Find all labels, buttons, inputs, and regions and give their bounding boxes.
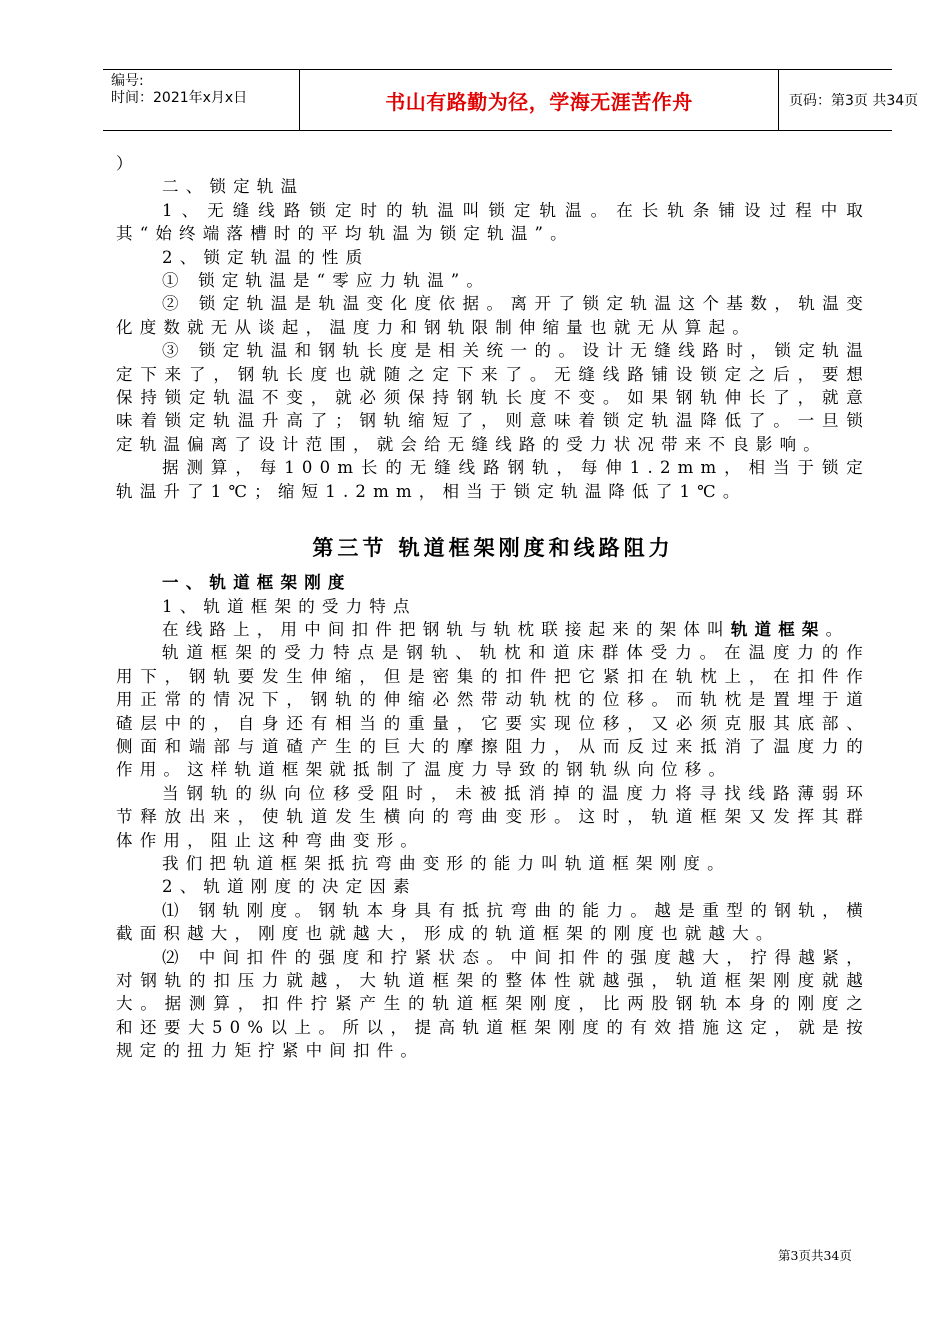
paragraph: ⑴ 钢轨刚度。钢轨本身具有抵抗弯曲的能力。越是重型的钢轨，横截面积越大，刚度也就越大，形成的轨道框架的刚度也就越大。 [116, 900, 870, 944]
paragraph-text: 。 [825, 619, 850, 639]
header-motto: 书山有路勤为径，学海无涯苦作舟 [385, 89, 693, 114]
paragraph: ⑵ 中间扣件的强度和拧紧状态。中间扣件的强度越大，拧得越紧，对钢轨的扣压力就越，大轨道框架的整体性就越强，轨道框架刚度就越大。据测算，扣件拧紧产生的轨道框架刚度，比两股钢轨本身的刚度之和还要大50%以上。所以，提高轨道框架刚度的有效措施这定，就是按规定的扭力矩拧紧中间扣件。 [116, 947, 870, 1061]
section-title: 第三节 轨道框架刚度和线路阻力 [312, 536, 674, 561]
subheading: 2、锁定轨温的性质 [162, 247, 370, 267]
subheading: 二、锁定轨温 [162, 177, 305, 197]
paragraph: 1、无缝线路锁定时的轨温叫锁定轨温。在长轨条铺设过程中取其“始终端落槽时的平均轨温为锁定轨温”。 [116, 200, 870, 244]
section-heading: 一、轨道框架刚度 [162, 573, 352, 593]
paragraph: 轨道框架的受力特点是钢轨、轨枕和道床群体受力。在温度力的作用下，钢轨要发生伸缩，但是密集的扣件把它紧扣在轨枕上，在扣件作用正常的情况下，钢轨的伸缩必然带动轨枕的位移。而轨枕是置埋于道碴层中的，自身还有相当的重量，它要实现位移，又必须克服其底部、侧面和端部与道碴产生的巨大的摩擦阻力，从而反过来抵消了温度力的作用。这样轨道框架就抵制了温度力导致的钢轨纵向位移。 [116, 643, 870, 780]
page-header [103, 69, 919, 131]
paragraph: ② 锁定轨温是轨温变化度依据。离开了锁定轨温这个基数，轨温变化度数就无从谈起，温度力和钢轨限制伸缩量也就无从算起。 [116, 294, 870, 337]
term-bold: 轨道框架 [730, 619, 826, 639]
paragraph: ① 锁定轨温是“零应力轨温”。 [162, 271, 491, 291]
paragraph: 我们把轨道框架抵抗弯曲变形的能力叫轨道框架刚度。 [162, 853, 731, 873]
subheading: 1、轨道框架的受力特点 [162, 596, 417, 616]
header-page-label: 页码：第3页 共34页 [789, 93, 919, 109]
paragraph [116, 618, 870, 641]
paragraph: 据测算，每100m长的无缝线路钢轨，每伸1.2mm，相当于锁定轨温升了1℃；缩短1.2mm，相当于锁定轨温降低了1℃。 [116, 458, 870, 501]
paragraph: 当钢轨的纵向位移受阻时，未被抵消掉的温度力将寻找线路薄弱环节释放出来，使轨道发生横向的弯曲变形。这时，轨道框架又发挥其群体作用，阻止这种弯曲变形。 [116, 783, 870, 850]
number-label: 编号: [111, 73, 144, 89]
page-footer: 第3页共34页 [778, 1248, 852, 1263]
document-body [116, 152, 870, 1063]
paragraph: ） [116, 154, 140, 173]
subheading: 2、轨道刚度的决定因素 [162, 877, 417, 897]
paragraph: ③ 锁定轨温和钢轨长度是相关统一的。设计无缝线路时，锁定轨温定下来了，钢轨长度也就随之定下来了。无缝线路铺设锁定之后，要想保持锁定轨温不变，就必须保持钢轨长度不变。如果钢轨伸长了，就意味着锁定轨温升高了；钢轨缩短了，则意味着锁定轨温降低了。一旦锁定轨温偏离了设计范围，就会给无缝线路的受力状况带来不良影响。 [116, 341, 870, 454]
time-label: 时间：2021年x月x日 [111, 90, 248, 106]
header-info-cell [103, 70, 299, 130]
paragraph-text: 在线路上，用中间扣件把钢轨与轨枕联接起来的架体叫 [162, 619, 731, 639]
